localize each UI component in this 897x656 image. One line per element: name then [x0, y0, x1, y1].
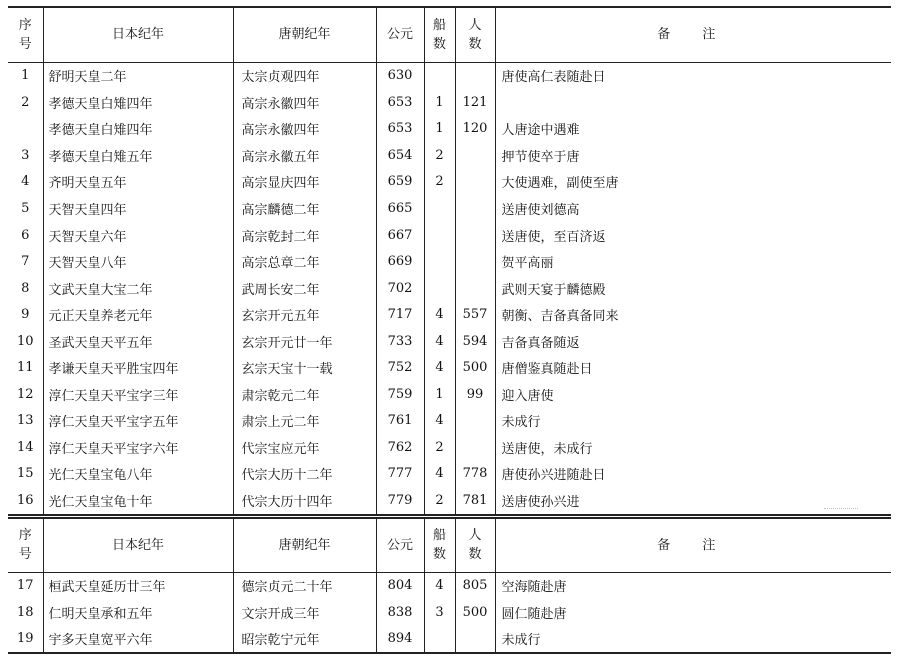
table-row: [8, 89, 891, 116]
cell-tang-era: 太宗贞观四年: [233, 62, 376, 89]
table-row: [8, 434, 891, 461]
cell-index: 7: [8, 248, 43, 275]
cell-japan-era: 孝德天皇白雉四年: [43, 89, 233, 116]
cell-ships: 1: [424, 381, 455, 408]
cell-people: [455, 195, 495, 222]
cell-notes: 空海随赴唐: [495, 572, 891, 599]
cell-notes: 人唐途中遇难: [495, 116, 891, 143]
cell-notes: 圆仁随赴唐: [495, 599, 891, 626]
cell-year: 653: [376, 116, 424, 143]
cell-people: 781: [455, 487, 495, 515]
cell-tang-era: 代宗宝应元年: [233, 434, 376, 461]
cell-tang-era: 高宗永徽五年: [233, 142, 376, 169]
cell-people: 120: [455, 116, 495, 143]
cell-tang-era: 高宗显庆四年: [233, 169, 376, 196]
cell-tang-era: 文宗开成三年: [233, 599, 376, 626]
cell-index: 6: [8, 222, 43, 249]
cell-tang-era: 肃宗乾元二年: [233, 381, 376, 408]
cell-year: 653: [376, 89, 424, 116]
cell-year: 733: [376, 328, 424, 355]
cell-notes: 送唐使，未成行: [495, 434, 891, 461]
cell-index: 2: [8, 89, 43, 116]
cell-year: 762: [376, 434, 424, 461]
cell-tang-era: 玄宗天宝十一载: [233, 355, 376, 382]
table-row: [8, 301, 891, 328]
table-row: [8, 572, 891, 599]
cell-year: 702: [376, 275, 424, 302]
table-row: [8, 195, 891, 222]
cell-index: [8, 116, 43, 143]
cell-notes: 吉备真备随返: [495, 328, 891, 355]
cell-people: [455, 248, 495, 275]
cell-japan-era: 孝德天皇白雉五年: [43, 142, 233, 169]
header-year: 公元: [376, 518, 424, 572]
cell-notes: 大使遇难，副使至唐: [495, 169, 891, 196]
cell-tang-era: 高宗永徽四年: [233, 116, 376, 143]
cell-ships: [424, 222, 455, 249]
cell-people: [455, 142, 495, 169]
cell-japan-era: 天智天皇四年: [43, 195, 233, 222]
cell-tang-era: 代宗大历十四年: [233, 487, 376, 515]
envoy-table-part-1: [8, 6, 891, 516]
header-japan-era: 日本纪年: [43, 7, 233, 62]
cell-ships: 4: [424, 461, 455, 488]
cell-year: 667: [376, 222, 424, 249]
cell-year: 804: [376, 572, 424, 599]
cell-people: [455, 169, 495, 196]
cell-index: 8: [8, 275, 43, 302]
table-row: [8, 487, 891, 515]
cell-japan-era: 文武天皇大宝二年: [43, 275, 233, 302]
table-row: [8, 461, 891, 488]
cell-notes: 押节使卒于唐: [495, 142, 891, 169]
cell-people: [455, 408, 495, 435]
cell-ships: 3: [424, 599, 455, 626]
cell-japan-era: 圣武天皇天平五年: [43, 328, 233, 355]
cell-ships: 2: [424, 142, 455, 169]
cell-japan-era: 宇多天皇宽平六年: [43, 626, 233, 654]
cell-japan-era: 孝德天皇白雉四年: [43, 116, 233, 143]
cell-japan-era: 孝谦天皇天平胜宝四年: [43, 355, 233, 382]
cell-year: 659: [376, 169, 424, 196]
cell-people: [455, 62, 495, 89]
table-row: [8, 328, 891, 355]
header-notes: 备 注: [495, 518, 891, 572]
cell-japan-era: 淳仁天皇天平宝字三年: [43, 381, 233, 408]
cell-japan-era: 元正天皇养老元年: [43, 301, 233, 328]
cell-tang-era: 高宗总章二年: [233, 248, 376, 275]
cell-ships: 1: [424, 89, 455, 116]
cell-notes: 送唐使孙兴进: [495, 487, 891, 515]
cell-year: 761: [376, 408, 424, 435]
cell-notes: 唐僧鉴真随赴日: [495, 355, 891, 382]
cell-tang-era: 玄宗开元五年: [233, 301, 376, 328]
cell-index: 18: [8, 599, 43, 626]
table-row: [8, 62, 891, 89]
cell-notes: [495, 89, 891, 116]
cell-people: [455, 275, 495, 302]
cell-index: 10: [8, 328, 43, 355]
cell-people: 99: [455, 381, 495, 408]
cell-year: 654: [376, 142, 424, 169]
header-people: 人数: [455, 518, 495, 572]
table-row: [8, 381, 891, 408]
cell-japan-era: 淳仁天皇天平宝字五年: [43, 408, 233, 435]
cell-ships: 4: [424, 408, 455, 435]
cell-notes: 送唐使刘德高: [495, 195, 891, 222]
table-row: [8, 169, 891, 196]
cell-tang-era: 武周长安二年: [233, 275, 376, 302]
cell-tang-era: 肃宗上元二年: [233, 408, 376, 435]
cell-ships: 1: [424, 116, 455, 143]
cell-index: 1: [8, 62, 43, 89]
header-tang-era: 唐朝纪年: [233, 518, 376, 572]
cell-year: 838: [376, 599, 424, 626]
header-year: 公元: [376, 7, 424, 62]
cell-japan-era: 光仁天皇宝龟八年: [43, 461, 233, 488]
table-row: [8, 599, 891, 626]
cell-index: 15: [8, 461, 43, 488]
cell-index: 13: [8, 408, 43, 435]
cell-ships: 2: [424, 434, 455, 461]
cell-notes: 朝衡、吉备真备同来: [495, 301, 891, 328]
table-row: [8, 248, 891, 275]
cell-japan-era: 光仁天皇宝龟十年: [43, 487, 233, 515]
cell-notes: 未成行: [495, 408, 891, 435]
cell-index: 3: [8, 142, 43, 169]
cell-people: 500: [455, 599, 495, 626]
header-japan-era: 日本纪年: [43, 518, 233, 572]
cell-index: 4: [8, 169, 43, 196]
cell-index: 11: [8, 355, 43, 382]
cell-notes: 迎入唐使: [495, 381, 891, 408]
cell-japan-era: 仁明天皇承和五年: [43, 599, 233, 626]
cell-notes: 送唐使，至百济返: [495, 222, 891, 249]
cell-notes: 唐使高仁表随赴日: [495, 62, 891, 89]
cell-index: 9: [8, 301, 43, 328]
cell-year: 630: [376, 62, 424, 89]
cell-index: 14: [8, 434, 43, 461]
table-row: [8, 408, 891, 435]
cell-year: 717: [376, 301, 424, 328]
cell-ships: [424, 62, 455, 89]
header-notes: 备 注: [495, 7, 891, 62]
cell-index: 19: [8, 626, 43, 654]
cell-people: 778: [455, 461, 495, 488]
table-body: [8, 572, 891, 653]
cell-notes: 贺平高丽: [495, 248, 891, 275]
table-row: [8, 116, 891, 143]
cell-index: 16: [8, 487, 43, 515]
cell-ships: [424, 626, 455, 654]
cell-japan-era: 天智天皇八年: [43, 248, 233, 275]
table-row: [8, 275, 891, 302]
cell-tang-era: 玄宗开元廿一年: [233, 328, 376, 355]
cell-ships: 2: [424, 169, 455, 196]
header-tang-era: 唐朝纪年: [233, 7, 376, 62]
cell-people: [455, 222, 495, 249]
cell-year: 759: [376, 381, 424, 408]
cell-year: 777: [376, 461, 424, 488]
cell-people: 500: [455, 355, 495, 382]
cell-people: 594: [455, 328, 495, 355]
cell-tang-era: 昭宗乾宁元年: [233, 626, 376, 654]
cell-year: 752: [376, 355, 424, 382]
cell-japan-era: 天智天皇六年: [43, 222, 233, 249]
cell-index: 12: [8, 381, 43, 408]
cell-ships: 4: [424, 355, 455, 382]
table-row: [8, 626, 891, 654]
cell-notes: 唐使孙兴进随赴日: [495, 461, 891, 488]
cell-tang-era: 高宗乾封二年: [233, 222, 376, 249]
table-row: [8, 222, 891, 249]
cell-japan-era: 桓武天皇延历廿三年: [43, 572, 233, 599]
cell-notes: 武则天宴于麟德殿: [495, 275, 891, 302]
table-header-row: [8, 518, 891, 572]
cell-people: 121: [455, 89, 495, 116]
cell-people: 557: [455, 301, 495, 328]
cell-tang-era: 代宗大历十二年: [233, 461, 376, 488]
cell-index: 5: [8, 195, 43, 222]
cell-people: [455, 626, 495, 654]
cell-year: 779: [376, 487, 424, 515]
header-people: 人数: [455, 7, 495, 62]
header-index: 序号: [8, 518, 43, 572]
cell-ships: [424, 248, 455, 275]
cell-japan-era: 舒明天皇二年: [43, 62, 233, 89]
cell-ships: [424, 195, 455, 222]
cell-ships: 4: [424, 301, 455, 328]
cell-ships: 4: [424, 328, 455, 355]
cell-ships: 4: [424, 572, 455, 599]
table-header-row: [8, 7, 891, 62]
cell-notes: 未成行: [495, 626, 891, 654]
header-ships: 船数: [424, 518, 455, 572]
cell-people: 805: [455, 572, 495, 599]
header-ships: 船数: [424, 7, 455, 62]
cell-people: [455, 434, 495, 461]
envoy-table-part-2: [8, 517, 891, 654]
cell-index: 17: [8, 572, 43, 599]
cell-year: 669: [376, 248, 424, 275]
cell-japan-era: 淳仁天皇天平宝字六年: [43, 434, 233, 461]
cell-ships: [424, 275, 455, 302]
cell-tang-era: 高宗麟德二年: [233, 195, 376, 222]
cell-year: 665: [376, 195, 424, 222]
cell-tang-era: 高宗永徽四年: [233, 89, 376, 116]
cell-tang-era: 德宗贞元二十年: [233, 572, 376, 599]
table-body: [8, 62, 891, 515]
header-index: 序号: [8, 7, 43, 62]
table-row: [8, 355, 891, 382]
cell-japan-era: 齐明天皇五年: [43, 169, 233, 196]
cell-year: 894: [376, 626, 424, 654]
table-row: [8, 142, 891, 169]
cell-ships: 2: [424, 487, 455, 515]
